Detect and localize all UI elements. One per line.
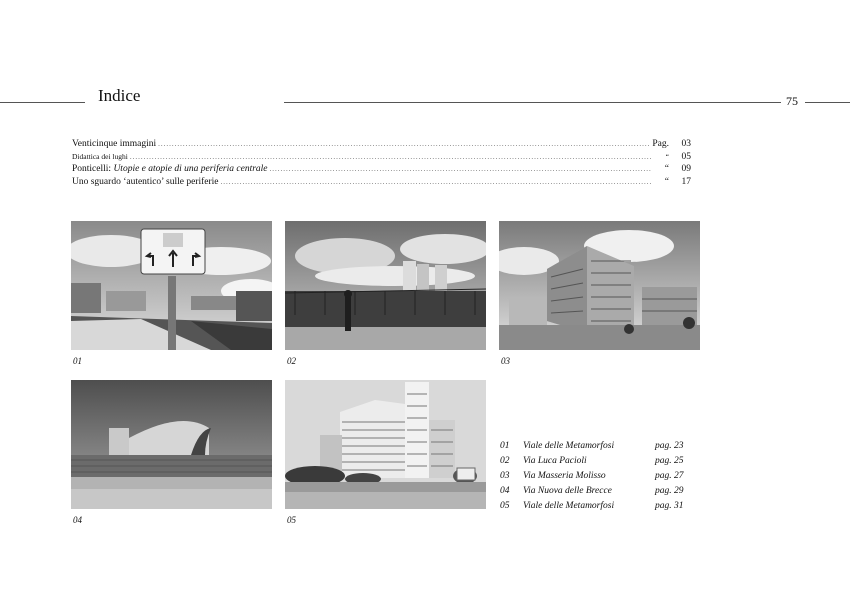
toc-leader-dots bbox=[130, 151, 651, 164]
list-item-street: Viale delle Metamorfosi bbox=[523, 501, 615, 511]
toc-leader-dots bbox=[270, 163, 651, 176]
toc-entry-ref: “ bbox=[664, 164, 669, 174]
toc-entry-title: Didattica dei lughi bbox=[72, 151, 128, 161]
list-item-page: pag. 23 bbox=[655, 441, 684, 451]
photo-caption: 04 bbox=[73, 515, 82, 525]
road-sign-photo bbox=[71, 221, 272, 350]
toc-entry-title: Venticinque immagini bbox=[72, 139, 157, 149]
toc-entry-ref: “ bbox=[665, 151, 669, 161]
apartment-block-photo bbox=[499, 221, 700, 350]
list-item-page: pag. 29 bbox=[655, 486, 684, 496]
toc-entry-page: 09 bbox=[681, 164, 691, 174]
field-photo bbox=[285, 221, 486, 350]
list-item bbox=[500, 454, 705, 469]
toc-entry-ref: “ bbox=[664, 176, 669, 187]
photo-caption: 01 bbox=[73, 356, 82, 366]
header-rule-middle bbox=[284, 102, 781, 103]
toc-entry bbox=[72, 163, 691, 176]
table-of-contents bbox=[72, 138, 691, 188]
photo-caption: 03 bbox=[501, 356, 510, 366]
list-item bbox=[500, 439, 705, 454]
photo-caption: 02 bbox=[287, 356, 296, 366]
page-number: 75 bbox=[786, 94, 798, 108]
toc-entry-title: Ponticelli: Utopie e atopie di una periferia centrale bbox=[72, 164, 268, 174]
header-rule-left bbox=[0, 102, 85, 103]
toc-entry-page: 17 bbox=[681, 176, 691, 187]
church-roof-photo bbox=[71, 380, 272, 509]
toc-entry-ref: Pag. bbox=[652, 139, 669, 149]
list-item-number: 04 bbox=[500, 486, 510, 496]
toc-entry bbox=[72, 176, 691, 189]
list-item bbox=[500, 469, 705, 484]
list-item-number: 01 bbox=[500, 441, 510, 451]
list-item-number: 02 bbox=[500, 456, 510, 466]
toc-entry-page: 03 bbox=[681, 139, 691, 149]
tower-block-photo bbox=[285, 380, 486, 509]
toc-entry-title: Uno sguardo ‘autentico’ sulle periferie bbox=[72, 176, 219, 187]
list-item bbox=[500, 499, 705, 514]
list-item-street: Via Luca Pacioli bbox=[523, 456, 587, 466]
list-item-page: pag. 31 bbox=[655, 501, 684, 511]
list-item-number: 03 bbox=[500, 471, 510, 481]
photo-caption: 05 bbox=[287, 515, 296, 525]
photo-location-list bbox=[500, 439, 705, 514]
list-item-number: 05 bbox=[500, 501, 510, 511]
list-item-street: Via Nuova delle Brecce bbox=[523, 486, 612, 496]
toc-leader-dots bbox=[158, 138, 650, 151]
list-item-page: pag. 25 bbox=[655, 456, 684, 466]
list-item-page: pag. 27 bbox=[655, 471, 684, 481]
list-item-street: Via Masseria Molisso bbox=[523, 471, 606, 481]
toc-entry bbox=[72, 151, 691, 164]
toc-entry-page: 05 bbox=[681, 151, 691, 162]
toc-entry bbox=[72, 138, 691, 151]
list-item-street: Viale delle Metamorfosi bbox=[523, 441, 615, 451]
list-item bbox=[500, 484, 705, 499]
toc-leader-dots bbox=[221, 176, 652, 189]
header-rule-right bbox=[805, 102, 850, 103]
page-title: Indice bbox=[98, 86, 141, 105]
